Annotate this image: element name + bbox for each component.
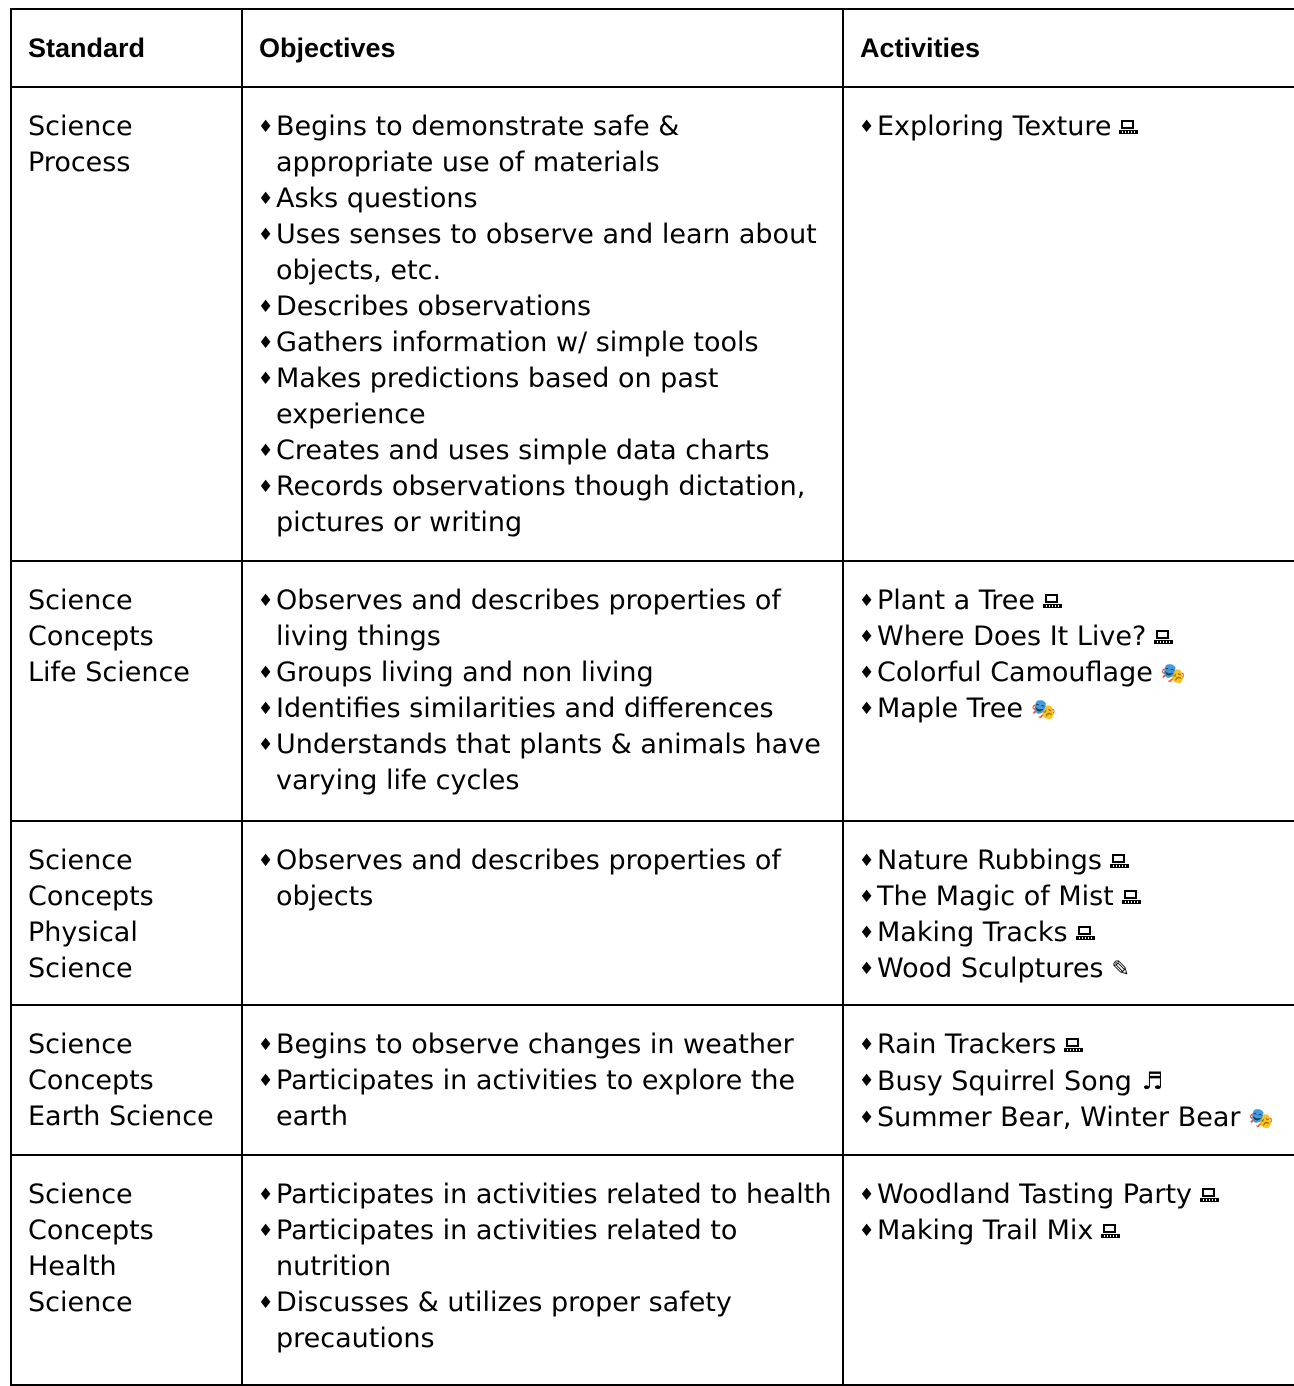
objective-text: Uses senses to observe and learn about objects, etc. (276, 219, 817, 286)
activity-item (859, 843, 1294, 879)
activity-text: Summer Bear, Winter Bear (877, 1102, 1241, 1133)
header-standard-label: Standard (28, 33, 146, 63)
activity-item (859, 1027, 1294, 1063)
diamond-bullet-icon: ♦ (859, 1221, 875, 1241)
objective-item (258, 727, 840, 799)
laptop-icon (1064, 1038, 1083, 1052)
objectives-cell (242, 1005, 843, 1155)
standard-cell (11, 87, 242, 561)
objective-item (258, 583, 840, 655)
activity-text: Where Does It Live? (877, 621, 1147, 652)
diamond-bullet-icon: ♦ (258, 699, 274, 719)
header-activities-label: Activities (860, 33, 981, 63)
objective-text: Participates in activities to explore the earth (276, 1065, 796, 1132)
objective-item (258, 361, 840, 433)
objective-item (258, 325, 840, 361)
diamond-bullet-icon: ♦ (258, 1035, 274, 1055)
objective-item (258, 1027, 840, 1063)
standards-table (10, 8, 1294, 1386)
diamond-bullet-icon: ♦ (859, 1071, 875, 1091)
diamond-bullet-icon: ♦ (859, 1185, 875, 1205)
standard-line: Concepts (28, 881, 154, 912)
standard-line: Science (28, 1179, 133, 1210)
objective-text: Observes and describes properties of objects (276, 845, 781, 912)
music-note-icon: ♬ (1141, 1067, 1164, 1095)
table-row (11, 87, 1294, 561)
objectives-cell (242, 821, 843, 1005)
diamond-bullet-icon: ♦ (258, 333, 274, 353)
objective-item (258, 843, 840, 915)
activity-text: Busy Squirrel Song (877, 1066, 1132, 1097)
standard-line: Science (28, 1287, 133, 1318)
activity-item (859, 1177, 1294, 1213)
objectives-cell (242, 87, 843, 561)
objective-item (258, 1213, 840, 1285)
activity-item (859, 619, 1294, 655)
objective-item (258, 289, 840, 325)
objective-text: Describes observations (276, 291, 592, 322)
activity-text: Colorful Camouflage (877, 657, 1153, 688)
laptop-icon (1076, 926, 1095, 940)
standard-cell (11, 1005, 242, 1155)
objective-text: Creates and uses simple data charts (276, 435, 770, 466)
table-row (11, 561, 1294, 821)
diamond-bullet-icon: ♦ (859, 117, 875, 137)
laptop-icon (1043, 594, 1062, 608)
standard-line: Physical (28, 917, 138, 948)
diamond-bullet-icon: ♦ (258, 851, 274, 871)
objective-text: Observes and describes properties of living things (276, 585, 781, 652)
activity-item (859, 1100, 1294, 1136)
standard-line: Science (28, 1029, 133, 1060)
activity-text: Plant a Tree (877, 585, 1035, 616)
activity-text: Exploring Texture (877, 111, 1112, 142)
standard-line: Concepts (28, 621, 154, 652)
activity-text: Nature Rubbings (877, 845, 1102, 876)
diamond-bullet-icon: ♦ (258, 441, 274, 461)
objective-text: Participates in activities related to nutrition (276, 1215, 738, 1282)
diamond-bullet-icon: ♦ (258, 663, 274, 683)
activity-item (859, 879, 1294, 915)
diamond-bullet-icon: ♦ (859, 699, 875, 719)
theater-masks-icon: 🎭 (1160, 661, 1186, 685)
activities-cell (843, 1005, 1294, 1155)
activity-item (859, 915, 1294, 951)
activity-item (859, 1063, 1294, 1100)
laptop-icon (1122, 890, 1141, 904)
diamond-bullet-icon: ♦ (859, 1108, 875, 1128)
standard-line: Science (28, 585, 133, 616)
standard-line: Process (28, 147, 131, 178)
objective-text: Begins to demonstrate safe & appropriate use of materials (276, 111, 680, 178)
objective-text: Discusses & utilizes proper safety precautions (276, 1287, 732, 1354)
theater-masks-icon: 🎭 (1030, 697, 1056, 721)
objective-item (258, 181, 840, 217)
activity-text: Wood Sculptures (877, 953, 1104, 984)
laptop-icon (1200, 1188, 1219, 1202)
activity-text: Rain Trackers (877, 1029, 1057, 1060)
diamond-bullet-icon: ♦ (859, 591, 875, 611)
diamond-bullet-icon: ♦ (859, 887, 875, 907)
objectives-cell (242, 561, 843, 821)
activity-text: Making Tracks (877, 917, 1068, 948)
diamond-bullet-icon: ♦ (258, 369, 274, 389)
diamond-bullet-icon: ♦ (258, 1293, 274, 1313)
activity-text: Woodland Tasting Party (877, 1179, 1193, 1210)
activities-cell (843, 1155, 1294, 1385)
diamond-bullet-icon: ♦ (258, 477, 274, 497)
activity-text: Making Trail Mix (877, 1215, 1094, 1246)
objective-item (258, 433, 840, 469)
standard-line: Concepts (28, 1065, 154, 1096)
objective-text: Groups living and non living (276, 657, 654, 688)
diamond-bullet-icon: ♦ (258, 735, 274, 755)
laptop-icon (1154, 630, 1173, 644)
header-standard (11, 9, 242, 87)
objective-text: Asks questions (276, 183, 478, 214)
table-header-row (11, 9, 1294, 87)
header-activities (843, 9, 1294, 87)
header-objectives-label: Objectives (259, 33, 396, 63)
objective-text: Understands that plants & animals have varying life cycles (276, 729, 821, 796)
objective-text: Participates in activities related to health (276, 1179, 832, 1210)
objective-item (258, 1063, 840, 1135)
activity-text: The Magic of Mist (877, 881, 1114, 912)
laptop-icon (1119, 120, 1138, 134)
diamond-bullet-icon: ♦ (258, 297, 274, 317)
table-row (11, 1155, 1294, 1385)
activity-text: Maple Tree (877, 693, 1023, 724)
diamond-bullet-icon: ♦ (859, 663, 875, 683)
objective-text: Makes predictions based on past experience (276, 363, 719, 430)
objective-text: Records observations though dictation, pictures or writing (276, 471, 806, 538)
activity-item (859, 951, 1294, 988)
objective-item (258, 109, 840, 181)
theater-masks-icon: 🎭 (1248, 1106, 1274, 1130)
diamond-bullet-icon: ♦ (258, 117, 274, 137)
header-objectives (242, 9, 843, 87)
standard-line: Earth Science (28, 1101, 214, 1132)
diamond-bullet-icon: ♦ (859, 959, 875, 979)
pencil-icon: ✎ (1111, 957, 1130, 982)
objective-item (258, 1285, 840, 1357)
diamond-bullet-icon: ♦ (859, 627, 875, 647)
standard-line: Concepts (28, 1215, 154, 1246)
table-row (11, 821, 1294, 1005)
standard-cell (11, 561, 242, 821)
activities-cell (843, 87, 1294, 561)
objectives-cell (242, 1155, 843, 1385)
diamond-bullet-icon: ♦ (258, 189, 274, 209)
diamond-bullet-icon: ♦ (859, 851, 875, 871)
objective-item (258, 469, 840, 541)
standard-line: Science (28, 845, 133, 876)
activities-cell (843, 561, 1294, 821)
objective-item (258, 655, 840, 691)
laptop-icon (1110, 854, 1129, 868)
objective-item (258, 691, 840, 727)
diamond-bullet-icon: ♦ (859, 923, 875, 943)
standard-line: Science (28, 953, 133, 984)
activity-item (859, 691, 1294, 727)
objective-text: Identifies similarities and differences (276, 693, 774, 724)
diamond-bullet-icon: ♦ (258, 1185, 274, 1205)
laptop-icon (1101, 1224, 1120, 1238)
activity-item (859, 655, 1294, 691)
diamond-bullet-icon: ♦ (258, 225, 274, 245)
activities-cell (843, 821, 1294, 1005)
objective-item (258, 217, 840, 289)
diamond-bullet-icon: ♦ (258, 1071, 274, 1091)
standard-line: Life Science (28, 657, 190, 688)
diamond-bullet-icon: ♦ (258, 1221, 274, 1241)
standard-line: Health (28, 1251, 117, 1282)
diamond-bullet-icon: ♦ (258, 591, 274, 611)
standard-cell (11, 821, 242, 1005)
objective-text: Begins to observe changes in weather (276, 1029, 794, 1060)
standard-cell (11, 1155, 242, 1385)
activity-item (859, 109, 1294, 145)
objective-item (258, 1177, 840, 1213)
objective-text: Gathers information w/ simple tools (276, 327, 759, 358)
activity-item (859, 1213, 1294, 1249)
diamond-bullet-icon: ♦ (859, 1035, 875, 1055)
standard-line: Science (28, 111, 133, 142)
table-row (11, 1005, 1294, 1155)
activity-item (859, 583, 1294, 619)
